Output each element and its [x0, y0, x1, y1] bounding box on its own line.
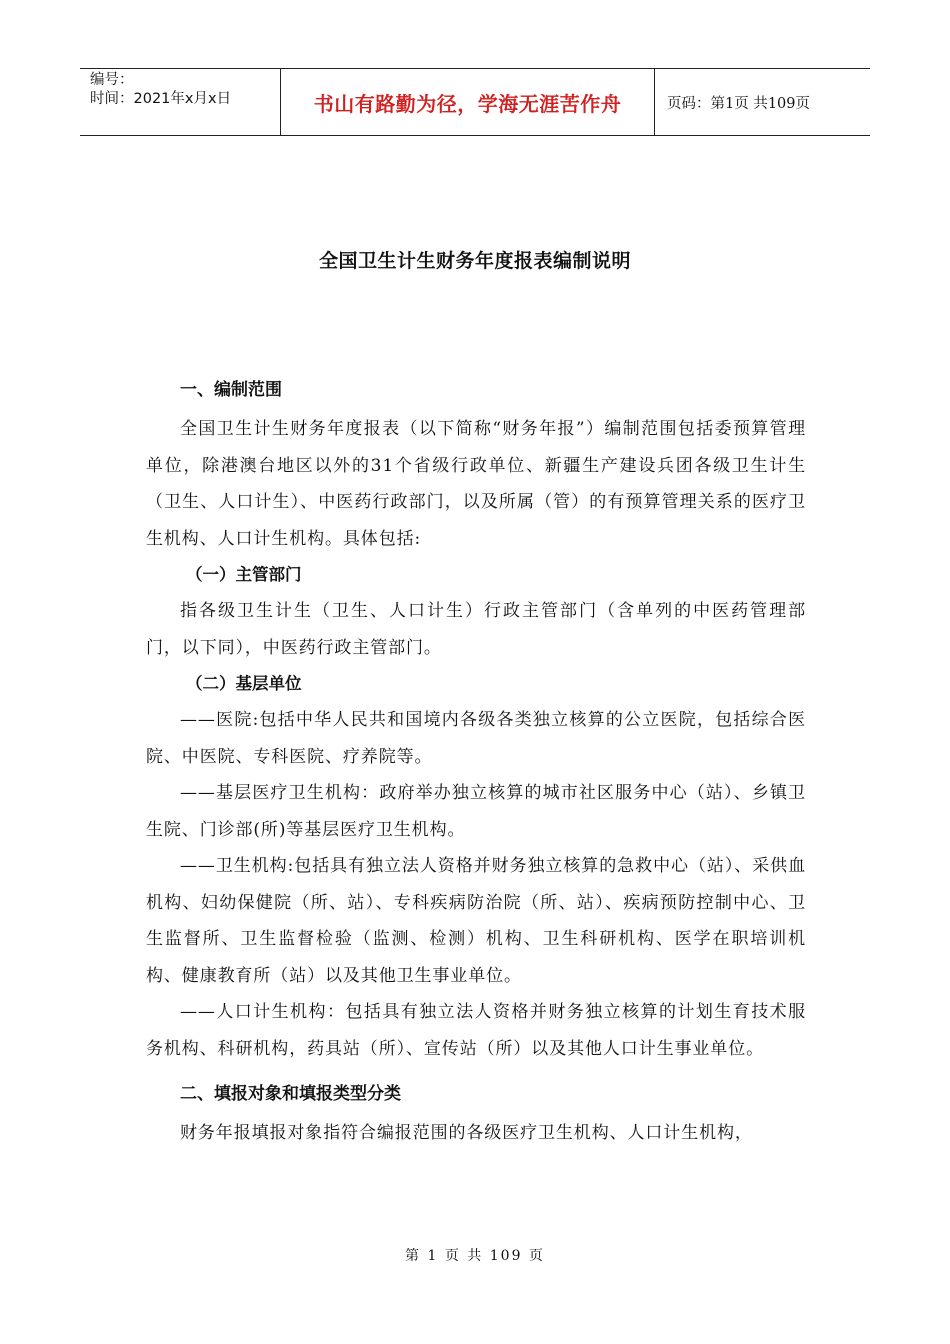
page-footer: 第 1 页 共 109 页	[405, 1248, 545, 1264]
header-meta	[80, 69, 281, 135]
paragraph: ——卫生机构:包括具有独立法人资格并财务独立核算的急救中心（站）、采供血机构、妇幼保健院（所、站）、专科疾病防治院（所、站）、疾病预防控制中心、卫生监督所、卫生监督检验（监测、检测）机构、卫生科研机构、医学在职培训机构、健康教育所（站）以及其他卫生事业单位。	[146, 856, 806, 986]
header-motto: 书山有路勤为径，学海无涯苦作舟	[281, 69, 655, 135]
code-label: 编号：	[90, 72, 134, 88]
paragraph: ——基层医疗卫生机构：政府举办独立核算的城市社区服务中心（站）、乡镇卫生院、门诊部(所)等基层医疗卫生机构。	[146, 783, 806, 840]
header-table	[80, 68, 870, 136]
document-title: 全国卫生计生财务年度报表编制说明	[318, 250, 631, 272]
header-page-info: 页码：第1页 共109页	[667, 95, 811, 112]
paragraph: ——人口计生机构：包括具有独立法人资格并财务独立核算的计划生育技术服务机构、科研机构，药具站（所）、宣传站（所）以及其他人口计生事业单位。	[146, 1002, 806, 1059]
subheading-2: （二）基层单位	[186, 674, 302, 693]
paragraph: 指各级卫生计生（卫生、人口计生）行政主管部门（含单列的中医药管理部门，以下同），中医药行政主管部门。	[146, 601, 806, 658]
time-label: 时间：2021年x月x日	[90, 91, 232, 107]
subheading-1: （一）主管部门	[186, 565, 302, 584]
document-body	[146, 373, 806, 1152]
section-heading-1: 一、编制范围	[180, 380, 282, 400]
paragraph: 财务年报填报对象指符合编报范围的各级医疗卫生机构、人口计生机构，	[180, 1123, 753, 1143]
section-heading-2: 二、填报对象和填报类型分类	[180, 1084, 401, 1104]
paragraph: ——医院:包括中华人民共和国境内各级各类独立核算的公立医院，包括综合医院、中医院、专科医院、疗养院等。	[146, 710, 806, 767]
paragraph: 全国卫生计生财务年度报表（以下简称“财务年报”）编制范围包括委预算管理单位，除港澳台地区以外的31个省级行政单位、新疆生产建设兵团各级卫生计生（卫生、人口计生）、中医药行政部门，以及所属（管）的有预算管理关系的医疗卫生机构、人口计生机构。具体包括:	[146, 419, 806, 549]
